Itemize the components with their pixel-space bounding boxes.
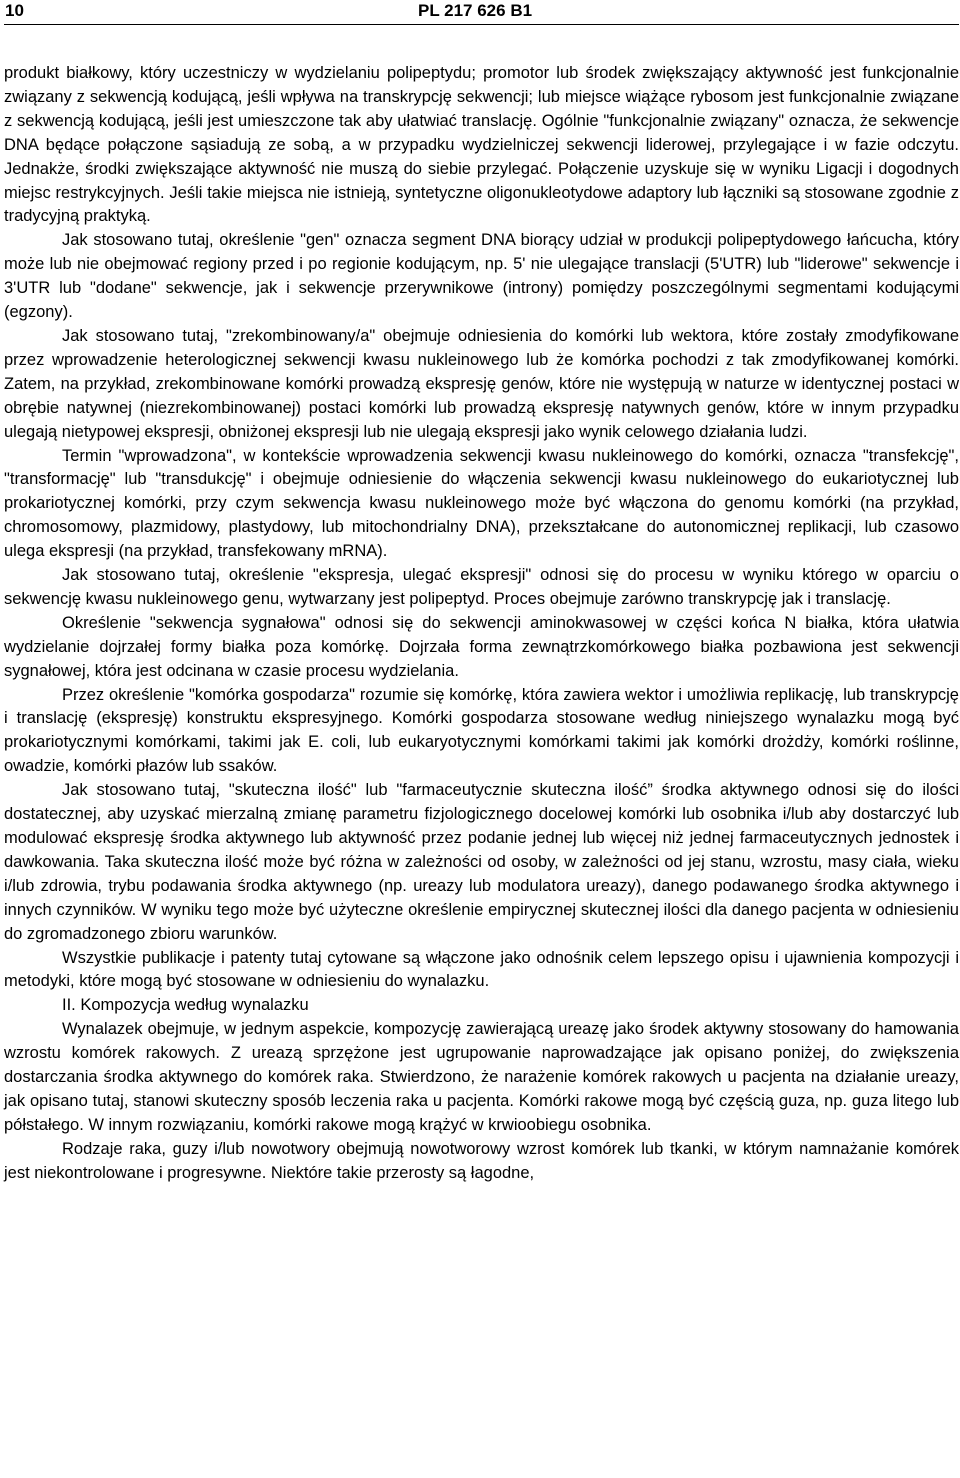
paragraph: Określenie "sekwencja sygnałowa" odnosi się do sekwencji aminokwasowej w części końca N białka, która ułatwia wydzielanie dojrzałej formy białka poza komórkę. Dojrzała forma zewnątrzkomórkowego białka pozbawiona jest sekwencji sygnałowej, która jest odcinana w czasie procesu wydzielania. [4,613,959,680]
paragraph: Rodzaje raka, guzy i/lub nowotwory obejmują nowotworowy wzrost komórek lub tkanki, w którym namnażanie komórek jest niekontrolowane i progresywne. Niektóre takie przerosty są łagodne, [4,1139,959,1182]
page-number: 10 [5,1,24,20]
header-rule [4,24,959,25]
paragraph: produkt białkowy, który uczestniczy w wydzielaniu polipeptydu; promotor lub środek zwiększający aktywność jest funkcjonalnie związany z sekwencją kodującą, jeśli wpływa na transkrypcję sekwencji; lub miejsce wiążące rybosom jest funkcjonalnie związane z sekwencją kodującą, jeśli jest umieszczone tak aby ułatwiać translację. Ogólnie "funkcjonalnie związany" oznacza, że sekwencje DNA będące połączone sąsiadują ze sobą, a w przypadku wydzielniczej sekwencji liderowej, przylegające i w fazie odczytu. Jednakże, środki zwiększające aktywność nie muszą do siebie przylegać. Połączenie uzyskuje się w wyniku Ligacji i dogodnych miejsc restrykcyjnych. Jeśli takie miejsca nie istnieją, syntetyczne oligonukleotydowe adaptory lub łączniki są stosowane zgodnie z tradycyjną praktyką. [4,64,959,226]
paragraph: Wynalazek obejmuje, w jednym aspekcie, kompozycję zawierającą ureazę jako środek aktywny stosowany do hamowania wzrostu komórek rakowych. Z ureazą sprzężone jest ugrupowanie naprowadzające jak opisano poniżej, do zwiększenia dostarczania środka aktywnego do komórek raka. Stwierdzono, że narażenie komórek rakowych u pacjenta na działanie ureazy, jak opisano tutaj, stanowi skuteczny sposób leczenia raka u pacjenta. Komórki rakowe mogą być częścią guza, np. guza litego lub półstałego. W innym rozwiązaniu, komórki rakowe mogą krążyć w krwioobiegu osobnika. [4,1020,959,1134]
patent-id: PL 217 626 B1 [418,1,533,20]
paragraph: Termin "wprowadzona", w kontekście wprowadzenia sekwencji kwasu nukleinowego do komórki, oznacza "transfekcję", "transformację" lub "transdukcję" i obejmuje odniesienie do włączenia sekwencji kwasu nukleinowego do eukariotycznej lub prokariotycznej komórki, przy czym sekwencja kwasu nukleinowego może być włączona do genomu komórki (na przykład, chromosomowy, plazmidowy, plastydowy, lub mitochondrialny DNA), przekształcane do autonomicznej replikacji, lub czasowo ulega ekspresji (na przykład, transfekowany mRNA). [4,446,959,561]
section-heading: II. Kompozycja według wynalazku [62,996,309,1015]
paragraph: Jak stosowano tutaj, określenie "ekspresja, ulegać ekspresji" odnosi się do procesu w wyniku którego w oparciu o sekwencję kwasu nukleinowego genu, wytwarzany jest polipeptyd. Proces obejmuje zarówno transkrypcję jak i translację. [4,566,959,608]
document-body [4,62,959,1186]
paragraph: Przez określenie "komórka gospodarza" rozumie się komórkę, która zawiera wektor i umożliwia replikację, lub transkrypcję i translację (ekspresję) konstruktu ekspresyjnego. Komórki gospodarza stosowane według niniejszego wynalazku mogą być prokariotycznymi komórkami, takimi jak E. coli, lub eukaryotycznymi komórkami takimi jak komórki drożdży, komórki roślinne, owadzie, komórki płazów lub ssaków. [4,685,959,776]
page-header [0,0,960,22]
paragraph: Jak stosowano tutaj, "skuteczna ilość" lub "farmaceutycznie skuteczna ilość” środka aktywnego odnosi się do ilości dostatecznej, aby uzyskać mierzalną zmianę parametru fizjologicznego docelowej komórki lub osobnika i/lub aby dostarczyć lub modulować ekspresję środka aktywnego lub aktywność przez podanie jednej lub więcej niż jednej farmaceutycznych jednostek i dawkowania. Taka skuteczna ilość może być różna w zależności od osoby, w zależności od jej stanu, wzrostu, masy ciała, wieku i/lub zdrowia, trybu podawania środka aktywnego (np. ureazy lub modulatora ureazy), danego podawanego środka aktywnego i innych czynników. W wyniku tego może być użyteczne określenie empirycznej skutecznej ilości dla danego pacjenta w odniesieniu do zgromadzonego zbioru warunków. [4,781,959,943]
paragraph: Wszystkie publikacje i patenty tutaj cytowane są włączone jako odnośnik celem lepszego opisu i ujawnienia kompozycji i metodyki, które mogą być stosowane w odniesieniu do wynalazku. [4,948,959,991]
paragraph: Jak stosowano tutaj, określenie "gen" oznacza segment DNA biorący udział w produkcji polipeptydowego łańcucha, który może lub nie obejmować regiony przed i po regionie kodującym, np. 5' nie ulegające translacji (5'UTR) lub "liderowe" sekwencje i 3'UTR lub "dodane" sekwencje, jak i sekwencje przerywnikowe (introny) pomiędzy poszczególnymi segmentami kodującymi (egzony). [4,231,959,322]
paragraph: Jak stosowano tutaj, "zrekombinowany/a" obejmuje odniesienia do komórki lub wektora, które zostały zmodyfikowane przez wprowadzenie heterologicznej sekwencji kwasu nukleinowego lub że komórka pochodzi z tak zmodyfikowanej komórki. Zatem, na przykład, zrekombinowane komórki prowadzą ekspresję genów, które nie występują w naturze w identycznej postaci w obrębie natywnej (niezrekombinowanej) postaci komórki lub prowadzą ekspresję natywnych genów, które w innym przypadku ulegają nietypowej ekspresji, obniżonej ekspresji lub nie ulegają ekspresji jako wynik celowego działania ludzi. [4,326,959,441]
